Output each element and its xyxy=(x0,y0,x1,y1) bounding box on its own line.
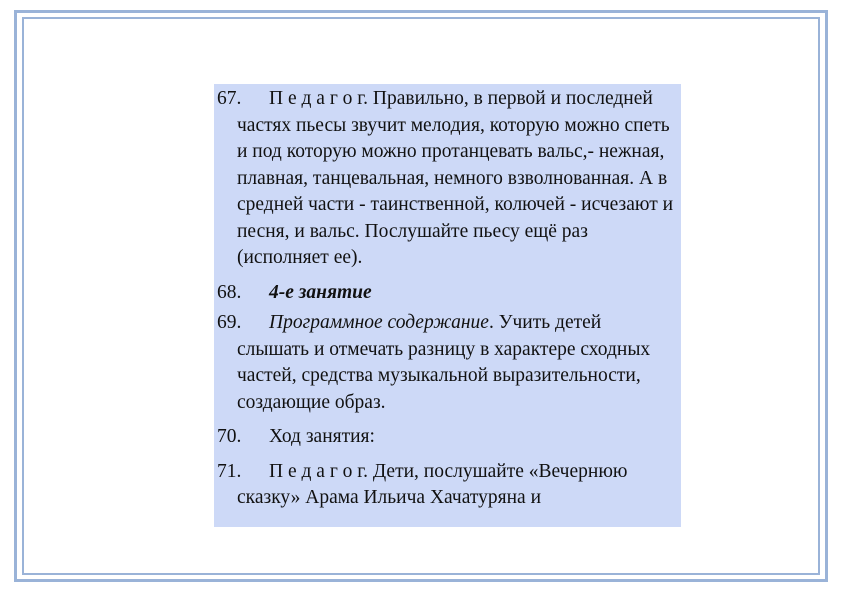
lesson-heading: 4-е занятие xyxy=(269,281,372,303)
paragraph-number: 71. xyxy=(217,460,242,482)
paragraph-text: Ход занятия: xyxy=(269,426,375,447)
paragraph-text: . Учить детей слышать и отмечать разницу в характере сходных частей, средства музыкальной выразительности, создающие образ. xyxy=(237,312,651,413)
paragraph-69 xyxy=(217,310,675,416)
paragraph-number: 68. xyxy=(217,281,242,303)
paragraph-text: Правильно, в первой и последней частях пьесы звучит мелодия, которую можно спеть и под которую можно протанцевать вальс,- нежная, плавная, танцевальная, немного взволнованная. А в средней части - таинственной, колючей - исчезают и песня, и вальс. Послушайте пьесу ещё раз (исполняет ее). xyxy=(237,88,674,268)
paragraph-number: 67. xyxy=(217,88,242,109)
speaker-label: П е д а г о г. xyxy=(269,460,368,482)
paragraph-68 xyxy=(217,280,675,307)
speaker-label: П е д а г о г. xyxy=(269,88,368,109)
paragraph-text: Дети, послушайте «Вечернюю сказку» Арама Ильича Хачатуряна и xyxy=(237,460,628,508)
paragraph-number: 69. xyxy=(217,312,242,333)
paragraph-number: 70. xyxy=(217,426,242,447)
text-box xyxy=(214,84,681,527)
paragraph-67 xyxy=(217,86,675,272)
paragraph-70 xyxy=(217,424,675,451)
program-content-label: Программное содержание xyxy=(269,312,489,333)
paragraph-71 xyxy=(217,459,675,512)
